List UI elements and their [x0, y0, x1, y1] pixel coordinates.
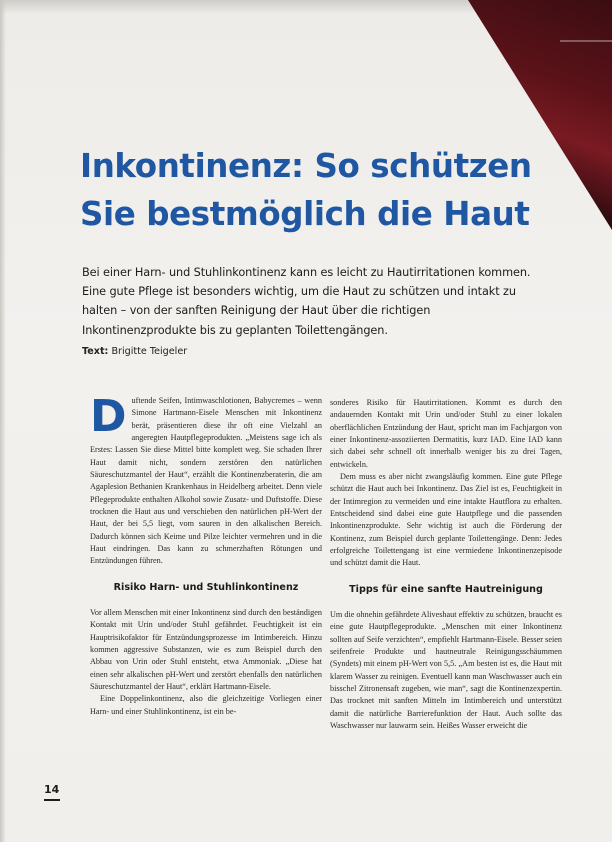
- drop-cap: D: [90, 391, 127, 442]
- title-line-1: Inkontinenz: So schützen: [80, 147, 532, 185]
- subhead-tipps: Tipps für eine sanfte Hautreinigung: [349, 583, 543, 595]
- right-paragraph-2: Dem muss es aber nicht zwangsläufig kommen. Eine gute Pflege schützt die Haut auch bei Inkontinenz. Das Ziel ist es, Feuchtigkeit in der Intimregion zu vermeiden und eine intakte Hautflora zu erhalten. Entscheidend sind dabei eine gute Hautpflege und die passenden Inkontinenzprodukte. Sehr wichtig ist auch die Förderung der Kontinenz, zum Beispiel durch geplante Toilettengänge. Denn: Jedes erfolgreiche Toilettengang ist eine vermiedene Inkontinenzepisode und schützt damit die Haut.: [330, 472, 562, 568]
- right-column: [330, 397, 562, 732]
- left-paragraph-2: Vor allem Menschen mit einer Inkontinenz sind durch den beständigen Kontakt mit Urin und/oder Stuhl gefährdet. Feuchtigkeit ist ein Hauptrisikofaktor für Entzündungsprozesse im Intimbereich. Hinzu kommen aggressive Substanzen, wie es zum Beispiel durch den Abbau von Urin oder Stuhl entsteht, etwa Ammoniak. „Diese hat einen sehr alkalischen pH-Wert und zerstört ebenfalls den natürlichen Säureschutzmantel der Haut“, erklärt Hartmann-Eisele.: [90, 607, 322, 691]
- scan-edge-left: [0, 0, 6, 842]
- title-line-2: Sie bestmöglich die Haut: [80, 195, 530, 233]
- page-number: 14: [44, 783, 60, 796]
- byline-author: Brigitte Teigeler: [111, 346, 188, 357]
- article-title: [80, 142, 560, 238]
- left-column: [90, 391, 322, 718]
- corner-rule: [560, 40, 612, 42]
- byline: [82, 346, 187, 357]
- left-paragraph-1-text: uftende Seifen, Intimwaschlotionen, Babycremes – wenn Simone Hartmann-Eisele Menschen mit Inkontinenz berät, präsentieren diese ihr oft eine Vielzahl an angeregten Hautpflegeprodukten. „Meistens sage ich als Erstes: Lassen Sie diese Mittel bitte komplett weg. Sie schaden Ihrer Haut damit nicht, sondern zerstören den natürlichen Säureschutzmantel der Haut“, erzählt die Kontinenzberaterin, die am Agaplesion Bethanien Krankenhaus in Heidelberg arbeitet. Denn viele Pflegeprodukte enthalten Alkohol sowie Zusatz- und Duftstoffe. Diese trocknen die Haut aus und verschieben den natürlichen pH-Wert der Haut, der bei 5,5 liegt, vom sauren in den alkalischen Bereich. Dadurch können sich Keime und Pilze leichter vermehren und in die Haut eindringen. Das kann zu schmerzhaften Rötungen und Entzündungen führen.: [90, 396, 322, 566]
- left-paragraph-1: [90, 391, 322, 568]
- right-paragraph-1: sonderes Risiko für Hautirritationen. Kommt es durch den andauernden Kontakt mit Urin und/oder Stuhl zu einer lokalen oberflächlichen Entzündung der Haut, spricht man im Fachjargon von einer Inkontinenz-assoziierten Dermatitis, kurz IAD. Eine IAD kann sich dabei sehr schnell oft innerhalb weniger bis zu drei Tagen, entwickeln.: [330, 398, 562, 469]
- page-number-rule: [44, 799, 60, 801]
- subhead-risiko: Risiko Harn- und Stuhlinkontinenz: [113, 581, 299, 593]
- left-paragraph-3: Eine Doppelinkontinenz, also die gleichzeitige Vorliegen einer Harn- und einer Stuhlinkontinenz, ist ein be-: [90, 694, 322, 716]
- byline-label: Text:: [82, 346, 109, 357]
- article-lead: Bei einer Harn- und Stuhlinkontinenz kann es leicht zu Hautirritationen kommen. Eine gute Pflege ist besonders wichtig, um die Haut zu schützen und intakt zu halten – von der sanften Reinigung der Haut über die richtigen Inkontinenzprodukte bis zu geplanten Toilettengängen.: [82, 266, 531, 337]
- right-paragraph-3: Um die ohnehin gefährdete Aliveshaut effektiv zu schützen, braucht es eine gute Hautpflegeprodukte. „Menschen mit einer Inkontinenz sollten auf Seife verzichten“, empfiehlt Hartmann-Eisele. Besser seien seifenfreie Produkte und hautneutrale Reinigungsschäummen (Syndets) mit einem pH-Wert von 5,5. „Am besten ist es, die Haut mit klarem Wasser zu reinigen. Eventuell kann man Waschwasser auch ein bisschel Zitronensaft zugeben, wie man“, sagt die Kontinenzexpertin. Das trocknet mit sanften Mitteln im Intimbereich und unterstützt damit die natürliche Barrierefunktion der Haut. Auch sollte das Waschwasser nur lauwarm sein. Heißes Wasser erweicht die: [330, 609, 562, 730]
